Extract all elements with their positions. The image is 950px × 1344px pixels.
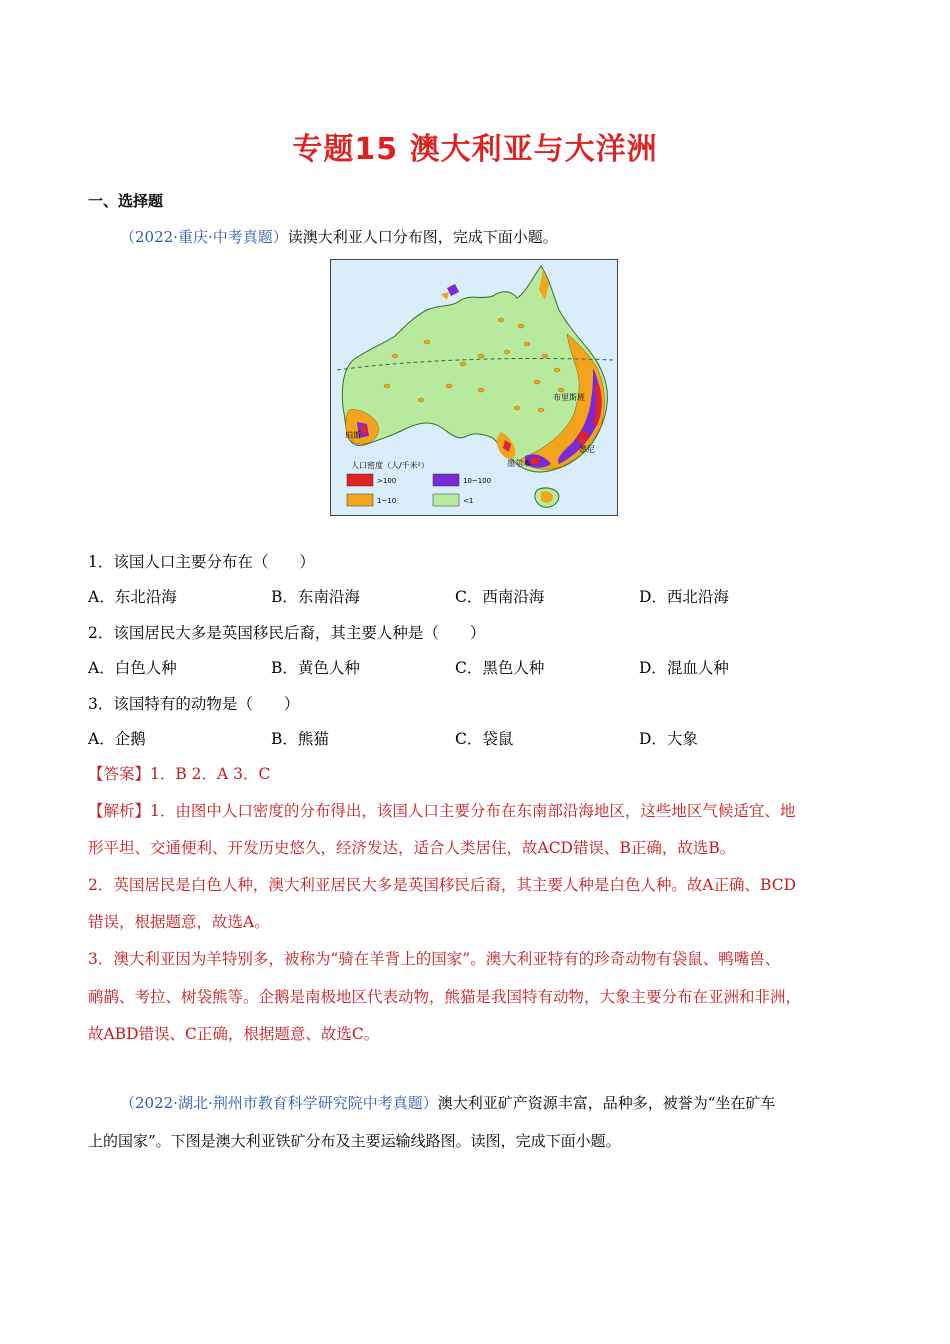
q1-option-b: B．东南沿海 <box>271 588 360 606</box>
city-label-perth: 珀斯 <box>345 431 361 440</box>
section-heading: 一、选择题 <box>88 192 164 210</box>
intro2-text-line-1: 澳大利亚矿产资源丰富，品种多，被誉为“坐在矿车 <box>437 1094 776 1112</box>
legend-label-gt100: >100 <box>377 477 397 485</box>
analysis-line-7: 故ABD错误、C正确，根据题意、故选C。 <box>88 1025 380 1043</box>
q3-option-a: A．企鹅 <box>88 730 146 748</box>
density-band-gt100-perth <box>361 426 367 434</box>
legend-title: 人口密度（人/千米²） <box>351 461 429 470</box>
legend-label-10-100: 10~100 <box>463 477 492 485</box>
analysis-line-6: 鸸鹋、考拉、树袋熊等。企鹅是南极地区代表动物，熊猫是我国特有动物，大象主要分布在亚洲和非洲， <box>88 988 802 1006</box>
legend-label-1-10: 1~10 <box>377 497 397 505</box>
legend-swatch-gt100 <box>347 474 373 486</box>
answer-line: 【答案】1．B 2．A 3．C <box>88 765 271 783</box>
source-tag-1: （2022·重庆·中考真题） <box>120 228 288 246</box>
q1-option-a: A．东北沿海 <box>88 588 177 606</box>
question-1: 1．该国人口主要分布在（ ） <box>88 553 315 571</box>
q2-option-d: D．混血人种 <box>639 659 729 677</box>
page-title: 专题15 澳大利亚与大洋洲 <box>292 132 658 167</box>
q2-option-a: A．白色人种 <box>88 659 177 677</box>
analysis-line-3: 2．英国居民是白色人种，澳大利亚居民大多是英国移民后裔，其主要人种是白色人种。故A正确、BCD <box>88 876 797 894</box>
q2-option-b: B．黄色人种 <box>271 659 360 677</box>
q3-option-d: D．大象 <box>639 730 698 748</box>
intro-paragraph-2 <box>120 1092 860 1114</box>
population-map-graphic <box>331 260 617 515</box>
question-3: 3．该国特有的动物是（ ） <box>88 695 300 713</box>
intro-paragraph-1 <box>120 226 558 248</box>
q1-option-d: D．西北沿海 <box>639 588 729 606</box>
city-label-brisbane: 布里斯班 <box>553 393 585 402</box>
analysis-line-4: 错误，根据题意，故选A。 <box>88 913 270 931</box>
intro2-text-line-2: 上的国家”。下图是澳大利亚铁矿分布及主要运输线路图。读图，完成下面小题。 <box>88 1132 621 1150</box>
density-band-1-10-north <box>441 292 449 300</box>
city-label-sydney: 悉尼 <box>579 445 595 454</box>
city-label-melbourne: 墨尔本 <box>507 459 531 468</box>
analysis-line-5: 3．澳大利亚因为羊特别多，被称为“骑在羊背上的国家”。澳大利亚特有的珍奇动物有袋鼠、鸭嘴兽、 <box>88 950 781 968</box>
question-2: 2．该国居民大多是英国移民后裔，其主要人种是（ ） <box>88 624 486 642</box>
density-band-10-100-north <box>447 284 459 296</box>
intro-text-1: 读澳大利亚人口分布图，完成下面小题。 <box>287 228 558 246</box>
q3-option-c: C．袋鼠 <box>455 730 514 748</box>
legend-label-lt1: <1 <box>463 497 474 505</box>
q3-option-b: B．熊猫 <box>271 730 329 748</box>
q2-option-c: C．黑色人种 <box>455 659 545 677</box>
density-band-gt100-melbourne <box>531 458 539 464</box>
population-map <box>330 259 618 516</box>
analysis-line-1: 【解析】1．由图中人口密度的分布得出，该国人口主要分布在东南部沿海地区，这些地区气候适宜、地 <box>88 802 796 820</box>
analysis-line-2: 形平坦、交通便利、开发历史悠久，经济发达，适合人类居住，故ACD错误、B正确，故选B。 <box>88 839 736 857</box>
legend-swatch-lt1 <box>433 494 459 506</box>
source-tag-2: （2022·湖北·荆州市教育科学研究院中考真题） <box>120 1094 438 1112</box>
legend-swatch-10-100 <box>433 474 459 486</box>
legend-swatch-1-10 <box>347 494 373 506</box>
q1-option-c: C．西南沿海 <box>455 588 545 606</box>
